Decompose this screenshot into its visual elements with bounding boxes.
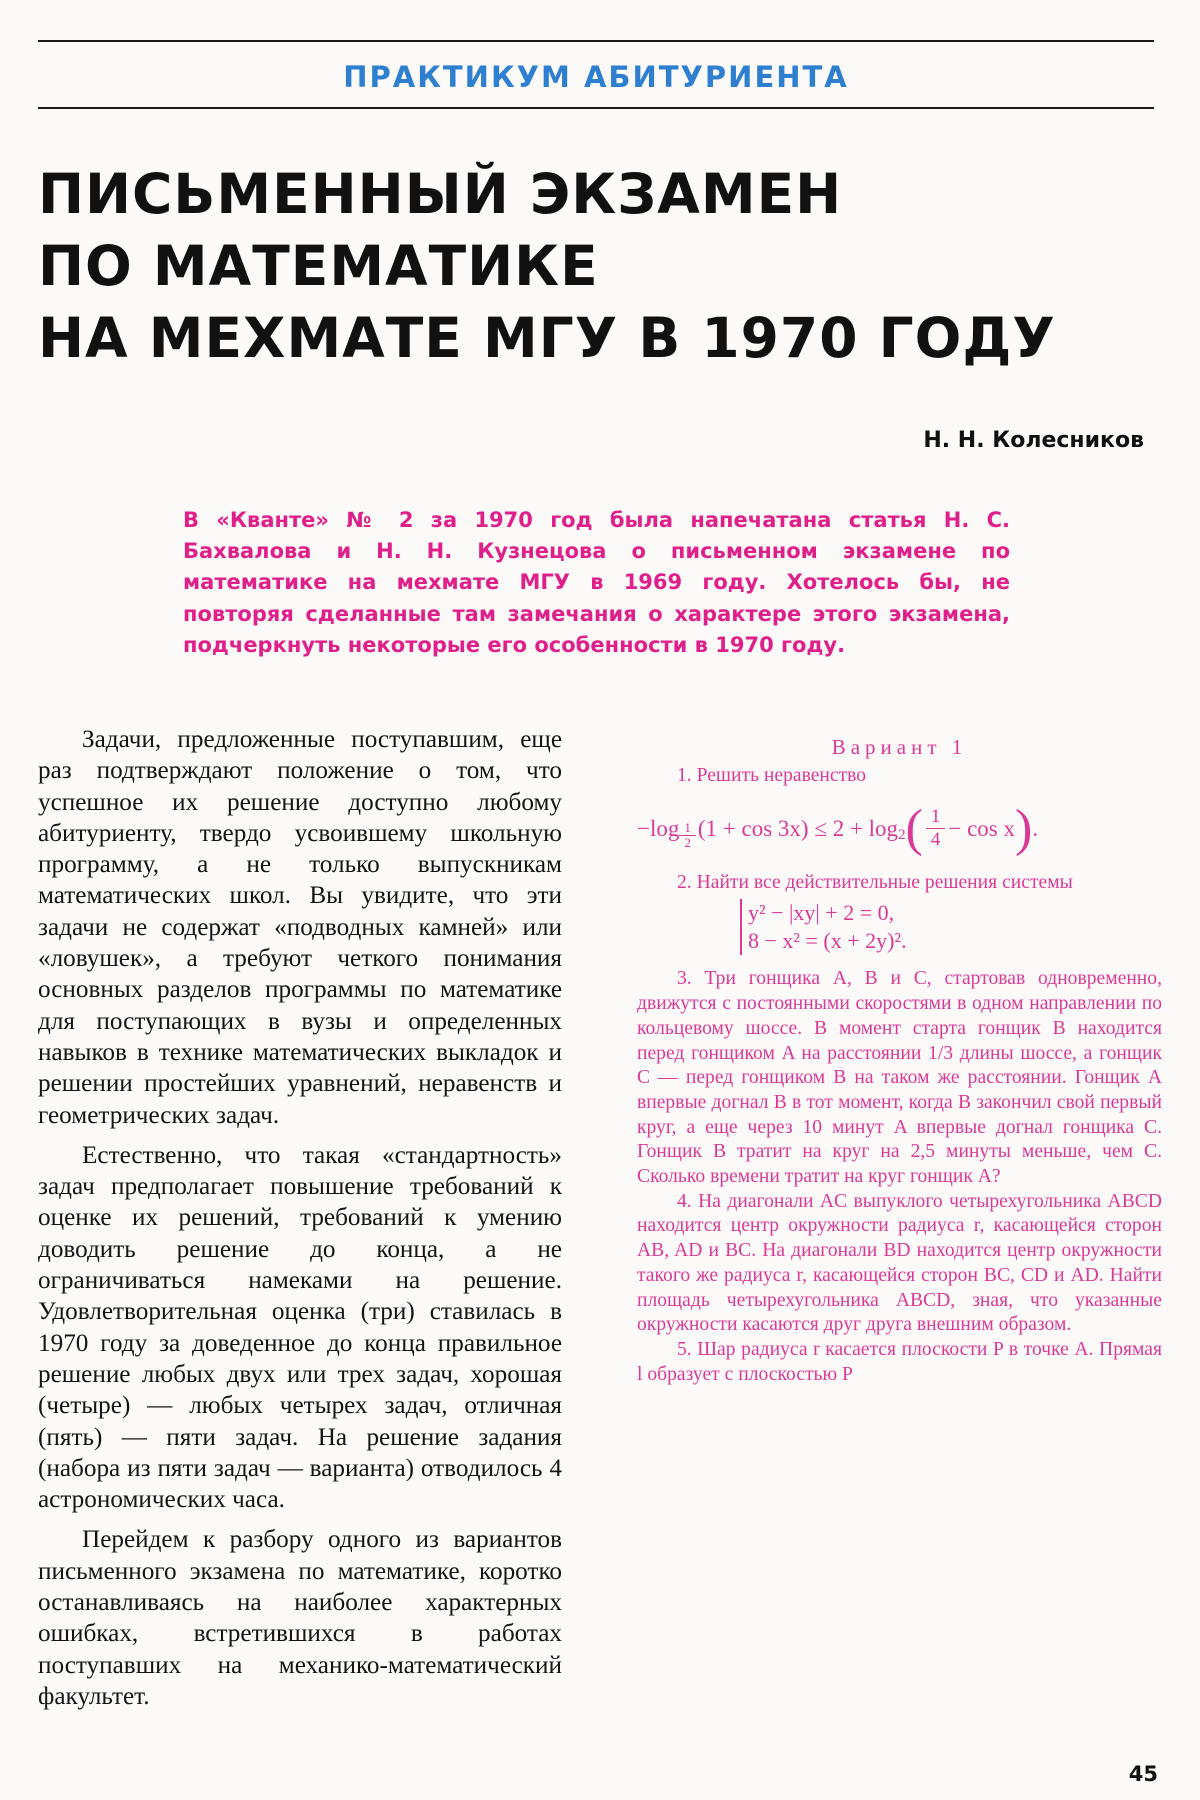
fraction-denominator: 4 [930,829,941,851]
fraction-one-quarter [926,806,946,851]
title-line-3: НА МЕХМАТЕ МГУ В 1970 ГОДУ [38,306,1056,370]
title-line-2: ПО МАТЕМАТИКЕ [38,234,599,298]
lead-paragraph: В «Кванте» № 2 за 1970 год была напечатана статья Н. С. Бахвалова и Н. Н. Кузнецова о письменном экзамене по математике на мехмате МГУ в 1969 году. Хотелось бы, не повторяя сделанные там замечания о характере этого экзамена, подчеркнуть некоторые его особенности в 1970 году. [183,508,1010,657]
formula-tail: − cos x [948,815,1015,841]
problem-1-formula [637,799,1162,857]
right-column [637,723,1162,1387]
log-base-half [679,821,696,850]
article-title [38,158,1154,374]
open-paren: ( [905,799,923,857]
problem-2-text: 2. Найти все действительные решения системы [677,871,1073,893]
formula-arg-1: (1 + cos 3x) ≤ 2 + log [697,815,899,841]
log-base-half-num: 1 [679,821,696,836]
system-equation-1: y² − |xy| + 2 = 0, [748,900,895,926]
title-line-1: ПИСЬМЕННЫЙ ЭКЗАМЕН [38,162,843,226]
left-column [38,724,562,1721]
top-rule [38,40,1154,42]
body-paragraph-2: Естественно, что такая «стандартность» задач предполагает повышение требований к оценке их решений, требований к умению доводить решение до конца, а не ограничиваться намеками на решение. Удовлетворительная оценка (три) ставилась в 1970 году за доведенное до конца правильное решение любых двух или трех задач, хорошая (четыре) — любых четырех задач, отличная (пять) — пяти задач. На решение задания (набора из пяти задач — варианта) отводилось 4 астрономических часа. [38,1141,562,1514]
page-number: 45 [1128,1762,1158,1786]
close-paren: ) [1015,799,1033,857]
problem-1-text: 1. Решить неравенство [677,765,867,786]
problem-2-system [740,899,1162,955]
problem-5-text: 5. Шар радиуса r касается плоскости P в точке A. Прямая l образует с плоскостью P [637,1338,1162,1385]
section-heading: ПРАКТИКУМ АБИТУРИЕНТА [343,60,849,94]
variant-section [637,735,1162,1387]
problem-4-text: 4. На диагонали AC выпуклого четырехугольника ABCD находится центр окружности радиуса r, касающейся сторон AB, AD и BC. На диагонали BD находится центр окружности такого же радиуса r, касающейся сторон BC, CD и AD. Найти площадь четырехугольника ABCD, зная, что указанные окружности касаются друг друга внешним образом. [637,1190,1162,1336]
formula-minus-log: −log [637,815,680,841]
log-base-2: 2 [898,827,906,844]
log-base-half-den: 2 [684,835,691,851]
system-equation-2: 8 − x² = (x + 2y)². [748,928,907,954]
problem-3-text: 3. Три гонщика A, B и C, стартовав одновременно, движутся с постоянными скоростями в одном направлении по кольцевому шоссе. В момент старта гонщик B находится перед гонщиком A на расстоянии 1/3 длины шоссе, а гонщик C — перед гонщиком B на таком же расстоянии. Гонщик A впервые догнал B в тот момент, когда B закончил свой первый круг, а еще через 10 минут A впервые догнал гонщика C. Гонщик B тратит на круг на 2,5 минуты меньше, чем C. Сколько времени тратит на круг гонщик A? [637,968,1162,1188]
fraction-numerator: 1 [926,806,946,829]
author-name: Н. Н. Колесников [923,428,1144,453]
section-rule [38,107,1154,109]
body-paragraph-1: Задачи, предложенные поступавшим, еще раз подтверждают положение о том, что успешное их решение доступно любому абитуриенту, твердо усвоившему школьную программу, а не только выпускникам математических школ. Вы увидите, что эти задачи не содержат «подводных камней» или «ловушек», а требуют четкого понимания основных разделов программы по математике для поступающих в вузы и определенных навыков в технике математических выкладок и решении простейших уравнений, неравенств и геометрических задач. [38,726,562,1129]
body-paragraph-3: Перейдем к разбору одного из вариантов письменного экзамена по математике, коротко останавливаясь на наиболее характерных ошибках, встретившихся в работах поступавших на механико-математический факультет. [38,1526,562,1710]
variant-heading: Вариант 1 [831,735,968,759]
formula-end: . [1032,815,1039,841]
